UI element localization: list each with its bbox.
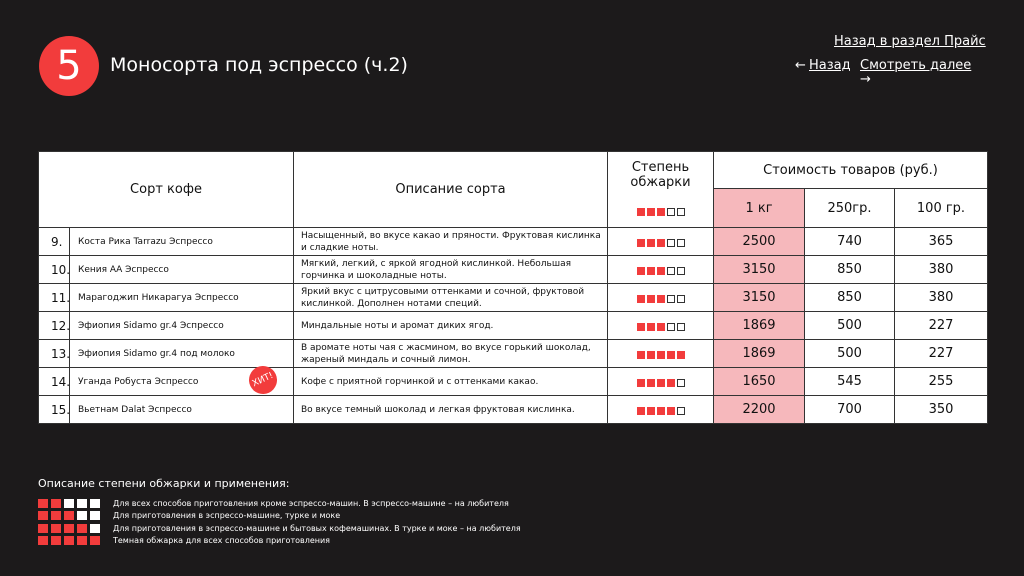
roast-level (608, 284, 714, 312)
coffee-description: Мягкий, легкий, с яркой ягодной кислинкой. Небольшая горчинка и шоколадные ноты. (294, 256, 608, 284)
header-roast-line2: обжарки (630, 175, 691, 190)
price-250g: 700 (805, 396, 895, 424)
filled-square-icon (90, 536, 100, 545)
filled-square-icon (64, 511, 74, 520)
filled-square-icon (647, 379, 655, 387)
empty-square-icon (677, 407, 685, 415)
row-number: 13. (39, 340, 70, 368)
empty-square-icon (77, 511, 87, 520)
coffee-name (70, 368, 294, 396)
price-1kg: 1869 (714, 340, 805, 368)
empty-square-icon (667, 267, 675, 275)
legend-text: Для приготовления в эспрессо-машине и бытовых кофемашинах. В турке и моке – на любителя (113, 523, 521, 533)
empty-square-icon (677, 267, 685, 275)
price-1kg: 1869 (714, 312, 805, 340)
row-number: 9. (39, 228, 70, 256)
coffee-name (70, 284, 294, 312)
filled-square-icon (657, 295, 665, 303)
legend-title: Описание степени обжарки и применения: (38, 477, 290, 490)
price-250g: 500 (805, 340, 895, 368)
empty-square-icon (90, 524, 100, 533)
coffee-description: Яркий вкус с цитрусовыми оттенками и сочной, фруктовой кислинкой. Дополнен нотами специй. (294, 284, 608, 312)
header-price: Стоимость товаров (руб.) (714, 152, 988, 189)
empty-square-icon (667, 295, 675, 303)
table-row (39, 340, 988, 368)
arrow-left-icon: ← (795, 58, 806, 73)
price-1kg: 3150 (714, 256, 805, 284)
filled-square-icon (647, 323, 655, 331)
filled-square-icon (38, 499, 48, 508)
row-number: 10. (39, 256, 70, 284)
coffee-name (70, 312, 294, 340)
price-100g: 365 (895, 228, 988, 256)
empty-square-icon (677, 208, 685, 216)
empty-square-icon (667, 208, 675, 216)
legend-item (38, 497, 509, 510)
filled-square-icon (637, 323, 645, 331)
roast-level (608, 340, 714, 368)
filled-square-icon (637, 379, 645, 387)
coffee-name (70, 396, 294, 424)
filled-square-icon (51, 536, 61, 545)
legend-text: Для всех способов приготовления кроме эспрессо-машин. В эспрессо-машине – на любителя (113, 498, 509, 508)
filled-square-icon (637, 351, 645, 359)
filled-square-icon (647, 208, 655, 216)
filled-square-icon (38, 511, 48, 520)
back-link[interactable]: Назад (809, 58, 851, 73)
price-1kg: 2500 (714, 228, 805, 256)
filled-square-icon (657, 379, 665, 387)
table-row (39, 256, 988, 284)
empty-square-icon (77, 499, 87, 508)
row-number: 11. (39, 284, 70, 312)
price-100g: 255 (895, 368, 988, 396)
price-250g: 850 (805, 256, 895, 284)
filled-square-icon (647, 267, 655, 275)
legend-item (38, 522, 521, 535)
empty-square-icon (677, 239, 685, 247)
arrow-right-icon: → (860, 72, 871, 87)
filled-square-icon (677, 351, 685, 359)
filled-square-icon (637, 239, 645, 247)
filled-square-icon (667, 407, 675, 415)
empty-square-icon (677, 295, 685, 303)
header-roast-line1: Степень (631, 160, 690, 175)
filled-square-icon (64, 536, 74, 545)
price-1kg: 2200 (714, 396, 805, 424)
filled-square-icon (657, 351, 665, 359)
row-number: 12. (39, 312, 70, 340)
header-sort: Сорт кофе (39, 152, 294, 228)
price-100g: 380 (895, 284, 988, 312)
price-100g: 350 (895, 396, 988, 424)
legend-item (38, 510, 341, 523)
roast-level (608, 312, 714, 340)
coffee-description: Во вкусе темный шоколад и легкая фруктовая кислинка. (294, 396, 608, 424)
filled-square-icon (38, 536, 48, 545)
price-250g: 500 (805, 312, 895, 340)
coffee-description: Миндальные ноты и аромат диких ягод. (294, 312, 608, 340)
table-row (39, 396, 988, 424)
filled-square-icon (647, 351, 655, 359)
roast-legend (38, 497, 521, 547)
filled-square-icon (657, 267, 665, 275)
price-1kg: 1650 (714, 368, 805, 396)
coffee-description: Кофе с приятной горчинкой и с оттенками какао. (294, 368, 608, 396)
price-100g: 227 (895, 340, 988, 368)
row-number: 15. (39, 396, 70, 424)
filled-square-icon (667, 351, 675, 359)
header-price-100g: 100 гр. (895, 189, 988, 228)
filled-square-icon (77, 524, 87, 533)
coffee-name-text: Уганда Робуста Эспрессо (78, 376, 199, 387)
filled-square-icon (657, 208, 665, 216)
coffee-name (70, 340, 294, 368)
page-title: Моносорта под эспрессо (ч.2) (110, 54, 408, 76)
header-description: Описание сорта (294, 152, 608, 228)
empty-square-icon (677, 379, 685, 387)
filled-square-icon (647, 239, 655, 247)
table-row (39, 284, 988, 312)
price-100g: 380 (895, 256, 988, 284)
coffee-description: В аромате ноты чая с жасмином, во вкусе горький шоколад, жареный миндаль и сочный лимон. (294, 340, 608, 368)
header-price-1kg: 1 кг (714, 189, 805, 228)
roast-level (608, 368, 714, 396)
empty-square-icon (667, 239, 675, 247)
coffee-description: Насыщенный, во вкусе какао и пряности. Фруктовая кислинка и сладкие ноты. (294, 228, 608, 256)
header-roast-scale (608, 204, 713, 219)
filled-square-icon (38, 524, 48, 533)
coffee-name (70, 228, 294, 256)
coffee-name-text: Кения АА Эспрессо (78, 264, 169, 275)
price-1kg: 3150 (714, 284, 805, 312)
roast-level (608, 256, 714, 284)
table-body (39, 228, 988, 424)
roast-level (608, 228, 714, 256)
row-number: 14. (39, 368, 70, 396)
empty-square-icon (64, 499, 74, 508)
legend-text: Для приготовления в эспрессо-машине, турке и моке (113, 511, 341, 521)
empty-square-icon (90, 499, 100, 508)
price-250g: 850 (805, 284, 895, 312)
filled-square-icon (64, 524, 74, 533)
coffee-name-text: Коста Рика Tarrazu Эспрессо (78, 236, 213, 247)
price-250g: 545 (805, 368, 895, 396)
filled-square-icon (51, 499, 61, 508)
price-table (38, 151, 988, 424)
filled-square-icon (77, 536, 87, 545)
filled-square-icon (637, 295, 645, 303)
filled-square-icon (637, 407, 645, 415)
header-price-250g: 250гр. (805, 189, 895, 228)
filled-square-icon (657, 323, 665, 331)
coffee-name-text: Эфиопия Sidamo gr.4 Эспрессо (78, 320, 224, 331)
back-to-price-link[interactable]: Назад в раздел Прайс (834, 34, 986, 49)
hit-badge: ХИТ! (244, 361, 281, 398)
filled-square-icon (51, 524, 61, 533)
legend-text: Темная обжарка для всех способов приготовления (113, 536, 330, 546)
filled-square-icon (637, 208, 645, 216)
roast-level (608, 396, 714, 424)
table-row (39, 312, 988, 340)
filled-square-icon (637, 267, 645, 275)
price-250g: 740 (805, 228, 895, 256)
coffee-name-text: Эфиопия Sidamo gr.4 под молоко (78, 348, 235, 359)
empty-square-icon (667, 323, 675, 331)
page-number-badge: 5 (39, 36, 99, 96)
filled-square-icon (657, 407, 665, 415)
empty-square-icon (677, 323, 685, 331)
filled-square-icon (647, 295, 655, 303)
filled-square-icon (51, 511, 61, 520)
price-100g: 227 (895, 312, 988, 340)
coffee-name-text: Вьетнам Dalat Эспрессо (78, 404, 192, 415)
table-row (39, 368, 988, 396)
coffee-name (70, 256, 294, 284)
filled-square-icon (657, 239, 665, 247)
filled-square-icon (667, 379, 675, 387)
see-more-link[interactable]: Смотреть далее (860, 58, 972, 73)
coffee-name-text: Марагоджип Никарагуа Эспрессо (78, 292, 239, 303)
empty-square-icon (90, 511, 100, 520)
header-roast (608, 152, 714, 228)
table-row (39, 228, 988, 256)
legend-item (38, 535, 330, 548)
filled-square-icon (647, 407, 655, 415)
